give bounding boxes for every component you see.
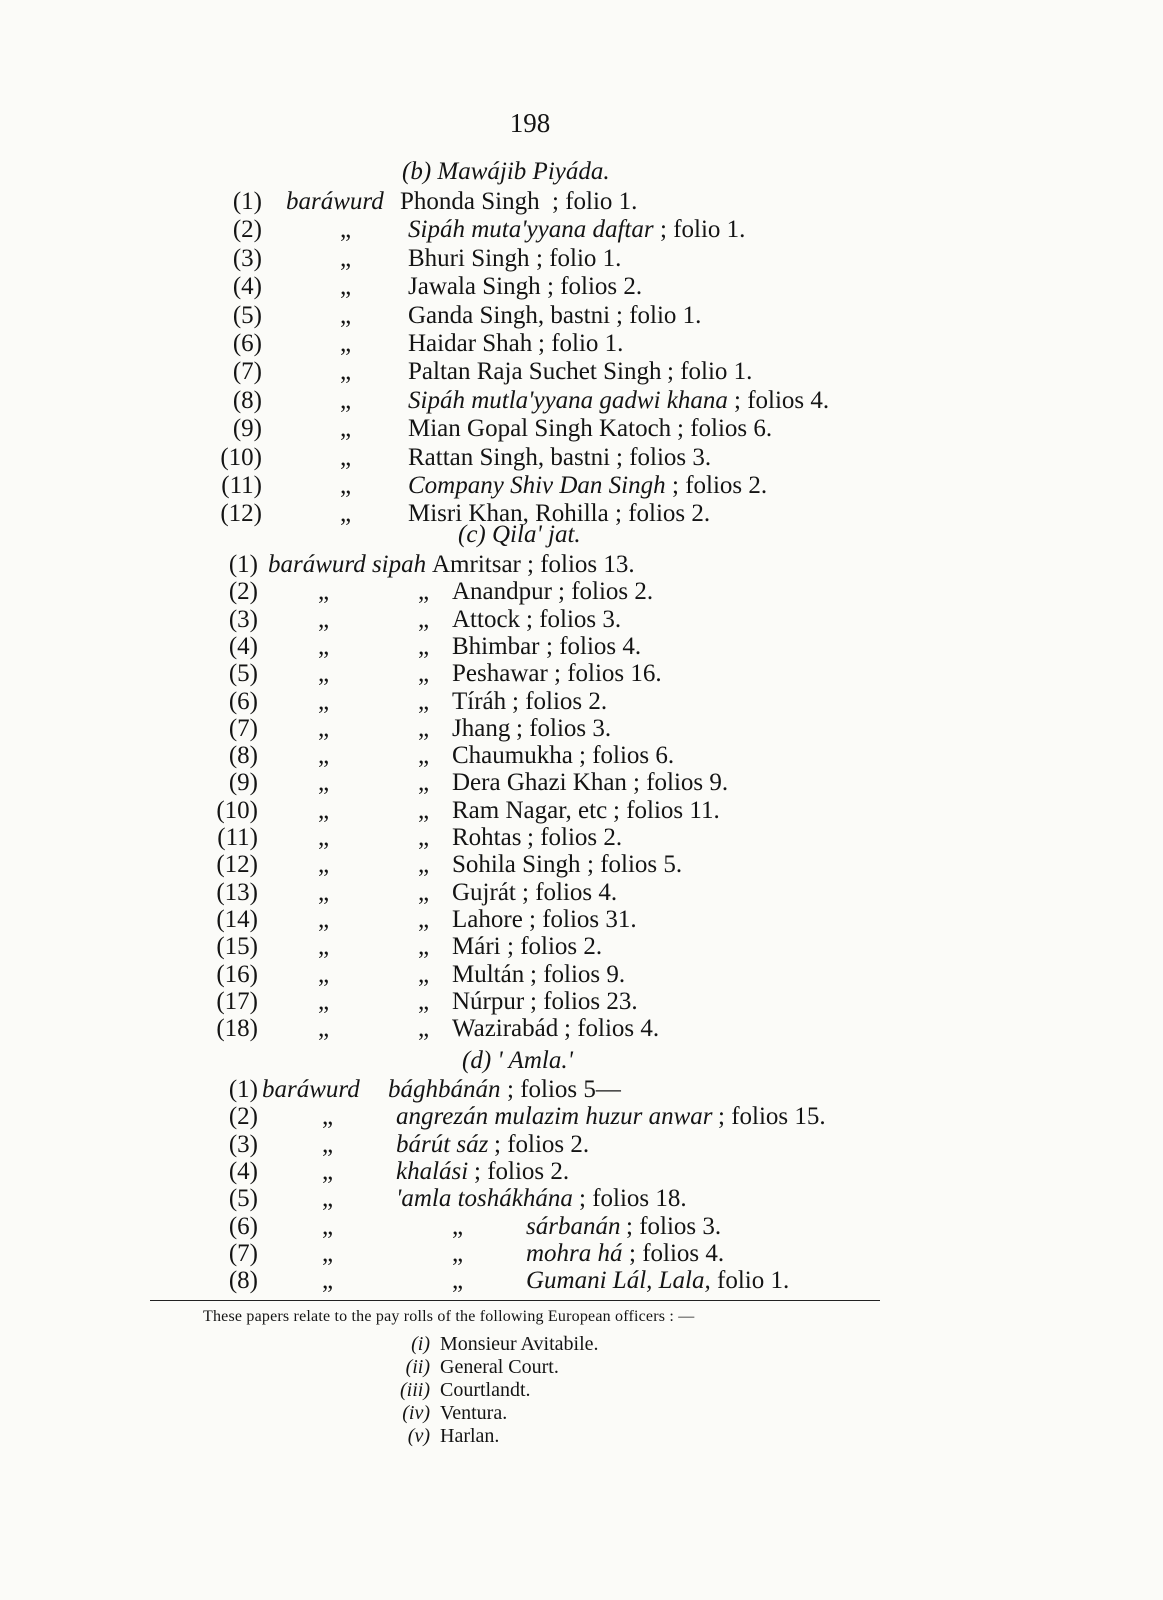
footnote-lead: These papers relate to the pay rolls of the following European officers : — (203, 1308, 695, 1325)
entry-folios: ; folios 5— (507, 1076, 621, 1103)
entry-name: Anandpur (452, 578, 552, 606)
entry-number: (6) (228, 1212, 258, 1240)
ditto-mark: „ (418, 933, 430, 961)
entry-number: (4) (228, 1157, 258, 1185)
entry-folios: ; folios 4. (522, 878, 618, 906)
entry-folios: ; folios 3. (526, 605, 622, 633)
entry-folios: ; folios 2. (507, 933, 603, 961)
entry-number: (2) (232, 216, 262, 244)
entry-d-7 (0, 1240, 1163, 1268)
entry-b-4 (0, 273, 1163, 301)
entry-c-1 (0, 551, 1163, 579)
entry-number: (5) (228, 1185, 258, 1213)
entry-name: khalási (396, 1157, 469, 1185)
ditto-mark: „ (418, 878, 430, 906)
footnote-item-2 (0, 1355, 1163, 1379)
ditto-mark: „ (340, 273, 352, 301)
entry-b-12 (0, 500, 1163, 528)
footnote-divider (150, 1300, 880, 1301)
entry-c-13 (0, 879, 1163, 907)
entry-name: bághbánán (388, 1076, 501, 1103)
entry-name: Amritsar (432, 551, 521, 578)
entry-c-9 (0, 769, 1163, 797)
entry-name: Phonda Singh (400, 188, 540, 215)
page-number: 198 (509, 108, 551, 138)
entry-c-5 (0, 660, 1163, 688)
ditto-mark: „ (418, 824, 430, 851)
entry-folios: ; folios 9. (633, 769, 729, 797)
entry-c-14 (0, 906, 1163, 934)
ditto-mark: „ (418, 687, 430, 715)
entry-number: (10) (220, 443, 262, 471)
entry-name: Company Shiv Dan Singh (408, 472, 666, 499)
entry-b-11 (0, 472, 1163, 500)
entry-name: mohra há (526, 1239, 623, 1267)
footnote-number: (iii) (400, 1379, 430, 1401)
ditto-mark: „ (418, 1015, 430, 1043)
entry-number: (9) (228, 769, 258, 797)
footnote-name: Ventura. (440, 1402, 508, 1424)
ditto-mark: „ (322, 1267, 334, 1295)
entry-number: (3) (232, 244, 262, 272)
entry-name: Jawala Singh (408, 273, 541, 301)
entry-prefix: baráwurd (262, 1076, 360, 1103)
entry-c-12 (0, 851, 1163, 879)
entry-number: (17) (216, 987, 258, 1015)
entry-folios: ; folios 4. (564, 1015, 660, 1043)
ditto-mark: „ (418, 960, 430, 988)
footnote-item-3 (0, 1378, 1163, 1402)
entry-folios: ; folios 3. (626, 1212, 722, 1240)
ditto-mark: „ (418, 714, 430, 742)
entry-folios: ; folios 9. (530, 960, 626, 988)
ditto-mark: „ (322, 1212, 334, 1240)
entry-folios: ; folio 1. (536, 244, 622, 272)
entry-name: sárbanán (526, 1212, 621, 1240)
ditto-mark: „ (318, 905, 330, 933)
entry-name: Mian Gopal Singh Katoch (408, 415, 672, 443)
footnote-number: (v) (407, 1425, 430, 1447)
entry-c-11 (0, 824, 1163, 852)
entry-folios: ; folios 2. (512, 687, 608, 715)
entry-name: Bhuri Singh (408, 244, 530, 272)
entry-folios: ; folio 1. (552, 188, 638, 215)
entry-number: (18) (216, 1015, 258, 1043)
entry-folios: ; folios 2. (527, 824, 623, 851)
entry-number: (9) (232, 415, 262, 443)
entry-number: (10) (216, 796, 258, 824)
entry-name: Haidar Shah (408, 330, 533, 357)
section-c-heading: (c) Qila' jat. (458, 521, 581, 548)
ditto-mark: „ (418, 905, 430, 933)
footnote-item-1 (0, 1332, 1163, 1356)
entry-folios: ; folios 2. (672, 472, 768, 499)
footnote-number: (ii) (405, 1356, 430, 1378)
entry-name: angrezán mulazim huzur anwar (396, 1103, 713, 1131)
ditto-mark: „ (318, 878, 330, 906)
entry-folios: ; folios 3. (516, 714, 612, 742)
entry-name: 'amla toshákhána (396, 1185, 573, 1213)
ditto-mark: „ (418, 987, 430, 1015)
entry-name: Misri Khan, Rohilla (408, 500, 609, 528)
footnote-name: Harlan. (440, 1425, 500, 1447)
entry-b-5 (0, 302, 1163, 330)
entry-number: (15) (216, 933, 258, 961)
footnote-item-4 (0, 1401, 1163, 1425)
entry-folios: ; folios 6. (677, 415, 773, 443)
entry-b-8 (0, 387, 1163, 415)
entry-number: (5) (228, 660, 258, 688)
section-b-heading: (b) Mawájib Piyáda. (402, 158, 610, 185)
entry-folios: ; folios 16. (554, 660, 662, 688)
entry-name: Sipáh muta'yyana daftar (408, 216, 654, 244)
entry-number: (6) (232, 330, 262, 357)
entry-folios: ; folios 2. (615, 500, 711, 528)
ditto-mark: „ (340, 330, 352, 357)
ditto-mark: „ (318, 578, 330, 606)
ditto-mark: „ (340, 301, 352, 329)
entry-name: Bhimbar (452, 632, 540, 660)
entry-name: Sohila Singh (452, 851, 581, 879)
ditto-mark: „ (418, 660, 430, 688)
entry-prefix: baráwurd sipah (268, 551, 427, 578)
entry-folios: ; folio 1. (667, 358, 753, 386)
entry-c-6 (0, 688, 1163, 716)
footnote-name: Monsieur Avitabile. (440, 1333, 599, 1355)
ditto-mark: „ (318, 796, 330, 824)
ditto-mark: „ (418, 742, 430, 770)
ditto-mark: „ (318, 933, 330, 961)
entry-folios: ; folios 4. (629, 1239, 725, 1267)
entry-name: Attock (452, 605, 521, 633)
entry-number: (8) (228, 742, 258, 770)
ditto-mark: „ (452, 1239, 464, 1267)
entry-name: Jhang (452, 714, 511, 742)
entry-name: bárút sáz (396, 1130, 489, 1158)
entry-c-2 (0, 578, 1163, 606)
entry-d-1 (0, 1076, 1163, 1104)
entry-b-10 (0, 444, 1163, 472)
entry-name: Tíráh (452, 687, 507, 715)
entry-number: (11) (221, 472, 262, 499)
ditto-mark: „ (322, 1185, 334, 1213)
footnote-name: General Court. (440, 1356, 559, 1378)
entry-c-7 (0, 715, 1163, 743)
ditto-mark: „ (318, 824, 330, 851)
ditto-mark: „ (318, 769, 330, 797)
entry-name: Gujrát (452, 878, 516, 906)
footnote-number: (i) (411, 1333, 430, 1355)
entry-name: Ganda Singh, bastni (408, 301, 611, 329)
entry-d-4 (0, 1158, 1163, 1186)
entry-c-16 (0, 961, 1163, 989)
ditto-mark: „ (418, 578, 430, 606)
entry-number: (1) (228, 1076, 258, 1103)
ditto-mark: „ (318, 714, 330, 742)
entry-number: (16) (216, 960, 258, 988)
entry-number: (3) (228, 605, 258, 633)
footnote-name: Courtlandt. (440, 1379, 531, 1401)
ditto-mark: „ (318, 742, 330, 770)
ditto-mark: „ (340, 472, 352, 499)
entry-folios: ; folios 3. (616, 443, 712, 471)
ditto-mark: „ (340, 244, 352, 272)
entry-c-3 (0, 606, 1163, 634)
ditto-mark: „ (318, 987, 330, 1015)
entry-folios: ; folios 6. (579, 742, 675, 770)
entry-name: Multán (452, 960, 525, 988)
entry-b-7 (0, 358, 1163, 386)
ditto-mark: „ (452, 1267, 464, 1295)
entry-d-5 (0, 1185, 1163, 1213)
entry-number: (8) (228, 1267, 258, 1295)
entry-folios: ; folio 1. (616, 301, 702, 329)
ditto-mark: „ (322, 1239, 334, 1267)
entry-name: Peshawar (452, 660, 548, 688)
footnote-number: (iv) (402, 1402, 430, 1424)
ditto-mark: „ (322, 1130, 334, 1158)
entry-name: Ram Nagar, etc (452, 796, 608, 824)
entry-d-3 (0, 1131, 1163, 1159)
ditto-mark: „ (318, 687, 330, 715)
entry-folios: ; folios 13. (527, 551, 635, 578)
entry-c-15 (0, 933, 1163, 961)
entry-number: (2) (228, 1103, 258, 1131)
entry-folios: ; folios 18. (579, 1185, 687, 1213)
entry-number: (14) (216, 905, 258, 933)
ditto-mark: „ (418, 851, 430, 879)
ditto-mark: „ (318, 851, 330, 879)
entry-b-6 (0, 330, 1163, 358)
entry-c-17 (0, 988, 1163, 1016)
entry-b-1 (0, 188, 1163, 216)
entry-name: Rattan Singh, bastni (408, 443, 611, 471)
entry-folios: ; folios 23. (530, 987, 638, 1015)
entry-folios: ; folio 1. (660, 216, 746, 244)
entry-folios: ; folios 2. (558, 578, 654, 606)
entry-name: Wazirabád (452, 1015, 559, 1043)
entry-b-3 (0, 245, 1163, 273)
ditto-mark: „ (340, 216, 352, 244)
entry-name: Mári (452, 933, 501, 961)
entry-name: Núrpur (452, 987, 525, 1015)
entry-number: (12) (220, 500, 262, 528)
entry-number: (8) (232, 386, 262, 414)
entry-number: (7) (228, 1239, 258, 1267)
entry-number: (1) (228, 551, 258, 578)
entry-c-4 (0, 633, 1163, 661)
ditto-mark: „ (418, 769, 430, 797)
entry-name: Paltan Raja Suchet Singh (408, 358, 662, 386)
ditto-mark: „ (318, 960, 330, 988)
entry-name: Sipáh mutla'yyana gadwi khana (408, 386, 728, 414)
ditto-mark: „ (340, 386, 352, 414)
entry-folios: ; folios 11. (613, 796, 720, 824)
ditto-mark: „ (318, 632, 330, 660)
entry-folios: ; folios 31. (529, 905, 637, 933)
entry-number: (5) (232, 301, 262, 329)
ditto-mark: „ (340, 500, 352, 528)
entry-folios: ; folios 15. (718, 1103, 826, 1131)
ditto-mark: „ (318, 660, 330, 688)
entry-number: (12) (216, 851, 258, 879)
entry-b-2 (0, 216, 1163, 244)
entry-number: (13) (216, 878, 258, 906)
entry-folios: ; folio 1. (538, 330, 624, 357)
entry-c-10 (0, 797, 1163, 825)
ditto-mark: „ (418, 605, 430, 633)
ditto-mark: „ (418, 796, 430, 824)
entry-folios: ; folios 4. (734, 386, 830, 414)
ditto-mark: „ (340, 358, 352, 386)
entry-d-2 (0, 1103, 1163, 1131)
ditto-mark: „ (318, 1015, 330, 1043)
ditto-mark: „ (318, 605, 330, 633)
entry-number: (4) (232, 273, 262, 301)
ditto-mark: „ (322, 1157, 334, 1185)
ditto-mark: „ (340, 415, 352, 443)
entry-folios: ; folios 5. (587, 851, 683, 879)
entry-number: (2) (228, 578, 258, 606)
entry-folios: ; folios 2. (547, 273, 643, 301)
ditto-mark: „ (418, 632, 430, 660)
entry-name: Rohtas (452, 824, 522, 851)
ditto-mark: „ (322, 1103, 334, 1131)
entry-number: (4) (228, 632, 258, 660)
ditto-mark: „ (340, 443, 352, 471)
entry-number: (7) (232, 358, 262, 386)
entry-number: (3) (228, 1130, 258, 1158)
entry-d-8 (0, 1267, 1163, 1295)
entry-name: Chaumukha (452, 742, 573, 770)
entry-d-6 (0, 1213, 1163, 1241)
footnote-item-5 (0, 1424, 1163, 1448)
entry-folios: ; folios 4. (546, 632, 642, 660)
entry-name: Gumani Lál, Lala, (526, 1267, 711, 1295)
entry-number: (7) (228, 714, 258, 742)
entry-c-8 (0, 742, 1163, 770)
entry-folios: folio 1. (717, 1267, 790, 1295)
entry-folios: ; folios 2. (474, 1157, 570, 1185)
entry-number: (6) (228, 687, 258, 715)
ditto-mark: „ (452, 1212, 464, 1240)
entry-name: Dera Ghazi Khan (452, 769, 627, 797)
entry-number: (11) (217, 824, 258, 851)
entry-number: (1) (232, 188, 262, 215)
section-d-heading: (d) ' Amla.' (462, 1047, 573, 1074)
entry-c-18 (0, 1015, 1163, 1043)
entry-folios: ; folios 2. (494, 1130, 590, 1158)
entry-prefix: baráwurd (286, 188, 384, 215)
entry-b-9 (0, 415, 1163, 443)
entry-name: Lahore (452, 905, 523, 933)
